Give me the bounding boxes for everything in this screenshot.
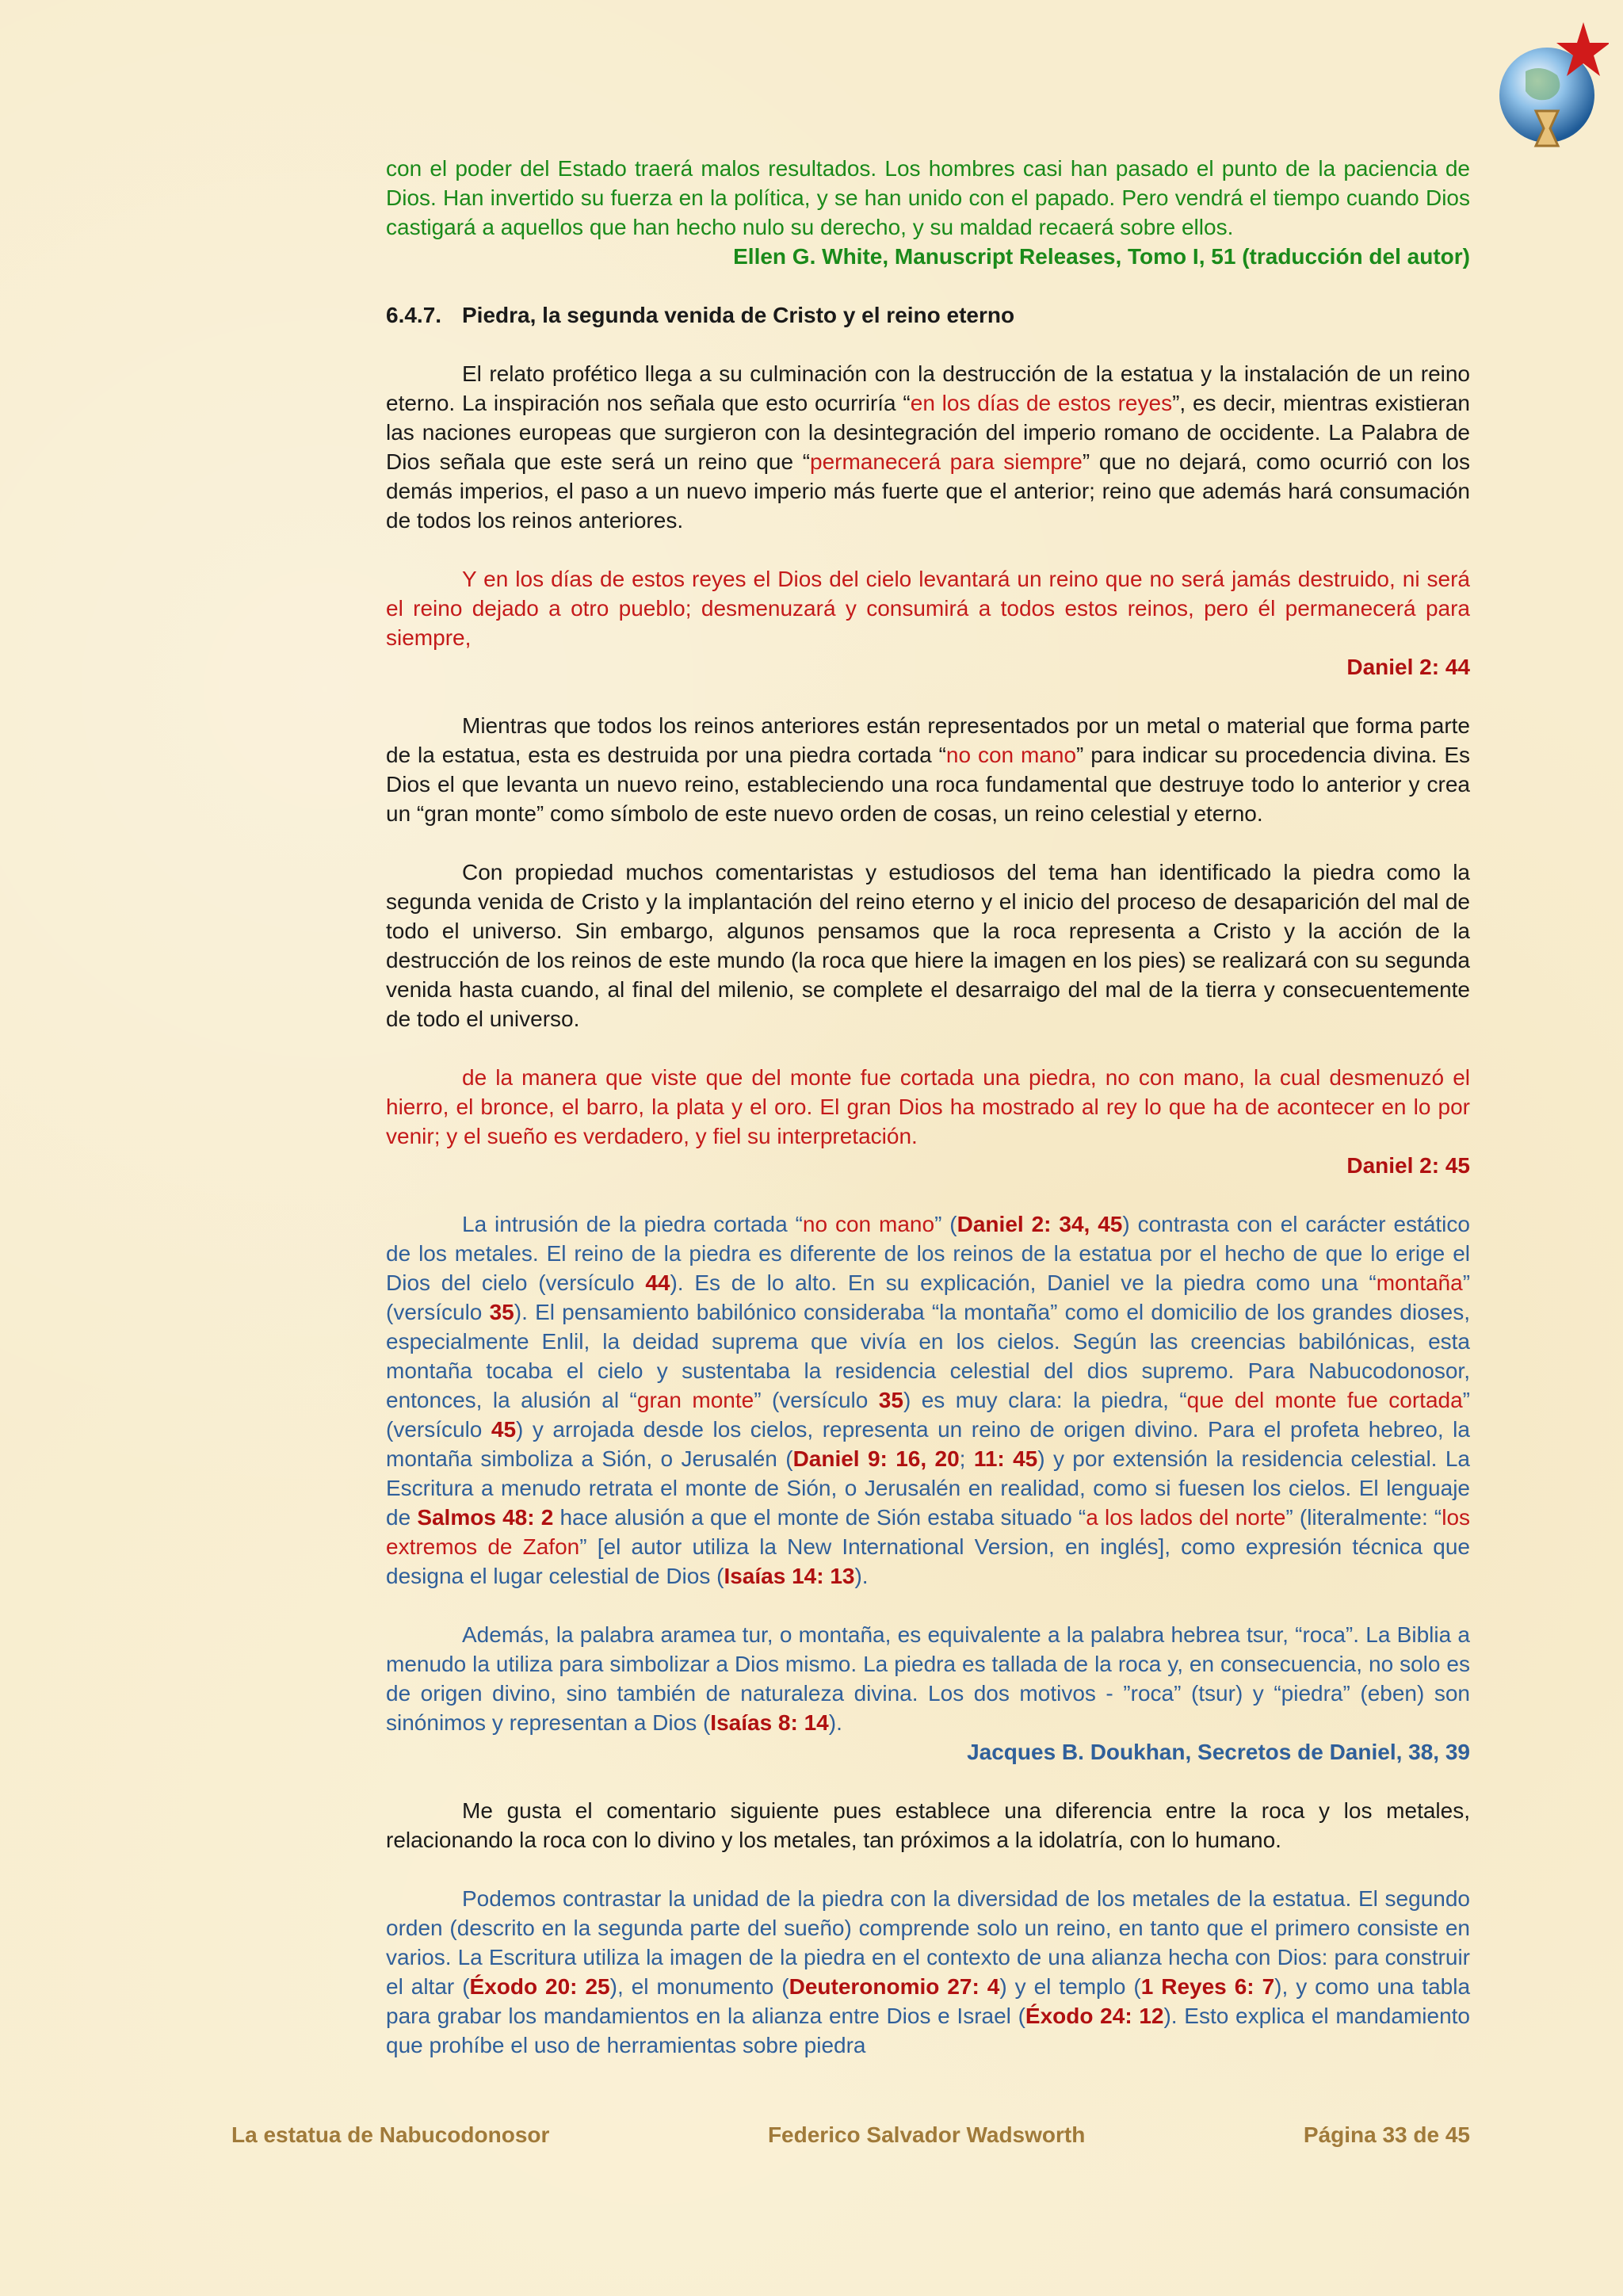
quote-inline: a los lados del norte [1086, 1505, 1286, 1530]
bible-ref: Éxodo 24: 12 [1025, 2004, 1164, 2028]
bible-ref: Isaías 8: 14 [710, 1710, 829, 1735]
text: hace alusión a que el monte de Sión estaba situado “ [553, 1505, 1086, 1530]
bible-ref: 35 [878, 1388, 903, 1412]
bible-ref: Daniel 9: 16, 20 [792, 1446, 960, 1471]
text: ” ( [934, 1212, 957, 1236]
footer-page-number: Página 33 de 45 [1303, 2122, 1470, 2147]
quote-inline: no con mano [945, 743, 1077, 767]
quote-inline: los extremos de Zafon [386, 1505, 1471, 1559]
bible-ref: Isaías 14: 13 [724, 1564, 855, 1588]
quote-inline: permanecerá para siempre [810, 449, 1083, 474]
quote-inline: gran monte [636, 1388, 754, 1412]
text: ) es muy clara: la piedra, “ [903, 1388, 1187, 1412]
bible-quote-daniel-2-44: Y en los días de estos reyes el Dios del cielo levantará un reino que no será jamás destruido, ni será el reino dejado a otro pueblo; desmenuzará y consumirá a todos estos reinos, pero él permanecerá para siempre, [386, 567, 1470, 650]
paragraph-comentaristas: Con propiedad muchos comentaristas y estudiosos del tema han identificado la piedra como la segunda venida de Cristo y la implantación del reino eterno y el inicio del proceso de desaparición del mal de todo el universo. Sin embargo, algunos pensamos que la roca representa a Cristo y la acción de la destrucción de los reinos de este mundo (la roca que hiere la imagen en los pies) se realizará con su segunda venida hasta cuando, al final del milenio, se complete el desarraigo del mal de la tierra y consecuentemente de todo el universo. [386, 860, 1470, 1031]
text: ” (versículo [386, 1270, 1471, 1324]
bible-ref: Éxodo 20: 25 [469, 1974, 610, 1999]
text: ), el monumento ( [609, 1974, 789, 1999]
text: ” [el autor utiliza la New International Version, en inglés], como expresión técnica que designa el lugar celestial de Dios ( [386, 1534, 1470, 1588]
text: ). El pensamiento babilónico consideraba “la montaña” como el domicilio de los grandes dioses, especialmente Enlil, la deidad suprema que vivía en los cielos. Según las creencias babilónicas, esta montaña tocaba el cielo y sustentaba la residencia celestial del dios supremo. Para Nabucodonosor, entonces, la alusión al “ [386, 1300, 1470, 1412]
text: ). Esto explica el mandamiento que prohíbe el uso de herramientas sobre piedra [386, 2004, 1470, 2057]
text: ) y arrojada desde los cielos, representa un reino de origen divino. Para el profeta hebreo, la montaña simboliza a Sión, o Jerusalén ( [386, 1417, 1470, 1471]
bible-quote-daniel-2-45: de la manera que viste que del monte fue cortada una piedra, no con mano, la cual desmenuzó el hierro, el bronce, el barro, la plata y el oro. El gran Dios ha mostrado al rey lo que ha de acontecer en lo por venir; y el sueño es verdadero, y fiel su interpretación. [386, 1065, 1470, 1148]
bible-ref-daniel-2-44: Daniel 2: 44 [1346, 655, 1470, 679]
text: ” que no dejará, como ocurrió con los demás imperios, el paso a un nuevo imperio más fuerte que el anterior; reino que además hará consumación de todos los reinos anteriores. [386, 449, 1470, 533]
bible-ref: 45 [491, 1417, 517, 1442]
quote-inline: en los días de estos reyes [910, 391, 1173, 415]
bible-ref: 44 [645, 1270, 670, 1295]
footer-title: La estatua de Nabucodonosor [231, 2122, 550, 2147]
bible-ref: Daniel 2: 34, 45 [957, 1212, 1123, 1236]
quote-contraste [386, 1884, 1470, 2060]
bible-ref: 1 Reyes 6: 7 [1140, 1974, 1275, 1999]
text: ). [828, 1710, 842, 1735]
paragraph-piedra [386, 711, 1470, 828]
footer-author: Federico Salvador Wadsworth [767, 2122, 1086, 2147]
text: Además, la palabra aramea tur, o montaña, es equivalente a la palabra hebrea tsur, “roca”. La Biblia a menudo la utiliza para simbolizar a Dios mismo. La piedra es tallada de la roca y, en consecuencia, no solo es de origen divino, sino también de naturaleza divina. Los dos motivos - ”roca” (tsur) y “piedra” (eben) son sinónimos y representan a Dios ( [386, 1622, 1470, 1735]
attribution-doukhan: Jacques B. Doukhan, Secretos de Daniel, 38, 39 [967, 1740, 1470, 1764]
globe-hourglass-logo-icon [1490, 16, 1609, 151]
quote-inline: no con mano [802, 1212, 935, 1236]
document-body [386, 154, 1470, 2060]
text: ) y por extensión la residencia celestial. La Escritura a menudo retrata el monte de Sión, o Jerusalén en realidad, como si fuesen los cielos. El lenguaje de [386, 1446, 1470, 1530]
bible-ref: 35 [489, 1300, 514, 1324]
attribution-white: Ellen G. White, Manuscript Releases, Tomo I, 51 (traducción del autor) [733, 244, 1470, 269]
text: ”, es decir, mientras existieran las naciones europeas que surgieron con la desintegración del imperio romano de occidente. La Palabra de Dios señala que este será un reino que “ [386, 391, 1471, 474]
text: ” para indicar su procedencia divina. Es Dios el que levanta un nuevo reino, estableciendo una roca fundamental que destruye todo lo anterior y crea un “gran monte” como símbolo de este nuevo orden de cosas, un reino celestial y eterno. [386, 743, 1470, 826]
text: ” (versículo [386, 1388, 1470, 1442]
text: Mientras que todos los reinos anteriores están representados por un metal o material que forma parte de la estatua, esta es destruida por una piedra cortada “ [386, 713, 1470, 767]
text: La intrusión de la piedra cortada “ [462, 1212, 803, 1236]
text: ” (versículo [754, 1388, 879, 1412]
quote-white: con el poder del Estado traerá malos resultados. Los hombres casi han pasado el punto de la paciencia de Dios. Han invertido su fuerza en la política, y se han unido con el papado. Pero vendrá el tiempo cuando Dios castigará a aquellos que han hecho nulo su derecho, y su maldad recaerá sobre ellos. [386, 156, 1470, 239]
text: El relato profético llega a su culminación con la destrucción de la estatua y la instalación de un reino eterno. La inspiración nos señala que esto ocurriría “ [386, 361, 1470, 415]
text: ), y como una tabla para grabar los mandamientos en la alianza entre Dios e Israel ( [386, 1974, 1471, 2028]
quote-inline: que del monte fue cortada [1186, 1388, 1463, 1412]
quote-inline: montaña [1376, 1270, 1463, 1295]
text: Podemos contrastar la unidad de la piedra con la diversidad de los metales de la estatua. El segundo orden (descrito en la segunda parte del sueño) comprende solo un reino, en tanto que el primero consiste en varios. La Escritura utiliza la imagen de la piedra en el contexto de una alianza hecha con Dios: para construir el altar ( [386, 1886, 1470, 1999]
section-title: Piedra, la segunda venida de Cristo y el reino eterno [462, 303, 1015, 327]
paragraph-culminacion [386, 359, 1470, 535]
section-number: 6.4.7. [386, 303, 442, 327]
quote-doukhan-roca [386, 1620, 1470, 1737]
bible-ref: Salmos 48: 2 [417, 1505, 554, 1530]
text: ). Es de lo alto. En su explicación, Daniel ve la piedra como una “ [670, 1270, 1377, 1295]
text: ) y el templo ( [999, 1974, 1141, 1999]
section-heading [386, 300, 1470, 330]
text: ) contrasta con el carácter estático de los metales. El reino de la piedra es diferente de los reinos de la estatua por el hecho de que lo erige el Dios del cielo (versículo [386, 1212, 1470, 1295]
text: ). [854, 1564, 869, 1588]
quote-doukhan [386, 1209, 1470, 1591]
bible-ref: Deuteronomio 27: 4 [789, 1974, 1000, 1999]
text: ; [959, 1446, 974, 1471]
bible-ref-daniel-2-45: Daniel 2: 45 [1346, 1153, 1470, 1178]
page-footer [231, 2122, 1470, 2148]
text: ” (literalmente: “ [1285, 1505, 1442, 1530]
bible-ref: 11: 45 [973, 1446, 1038, 1471]
paragraph-comentario: Me gusta el comentario siguiente pues establece una diferencia entre la roca y los metales, relacionando la roca con lo divino y los metales, tan próximos a la idolatría, con lo humano. [386, 1798, 1470, 1852]
